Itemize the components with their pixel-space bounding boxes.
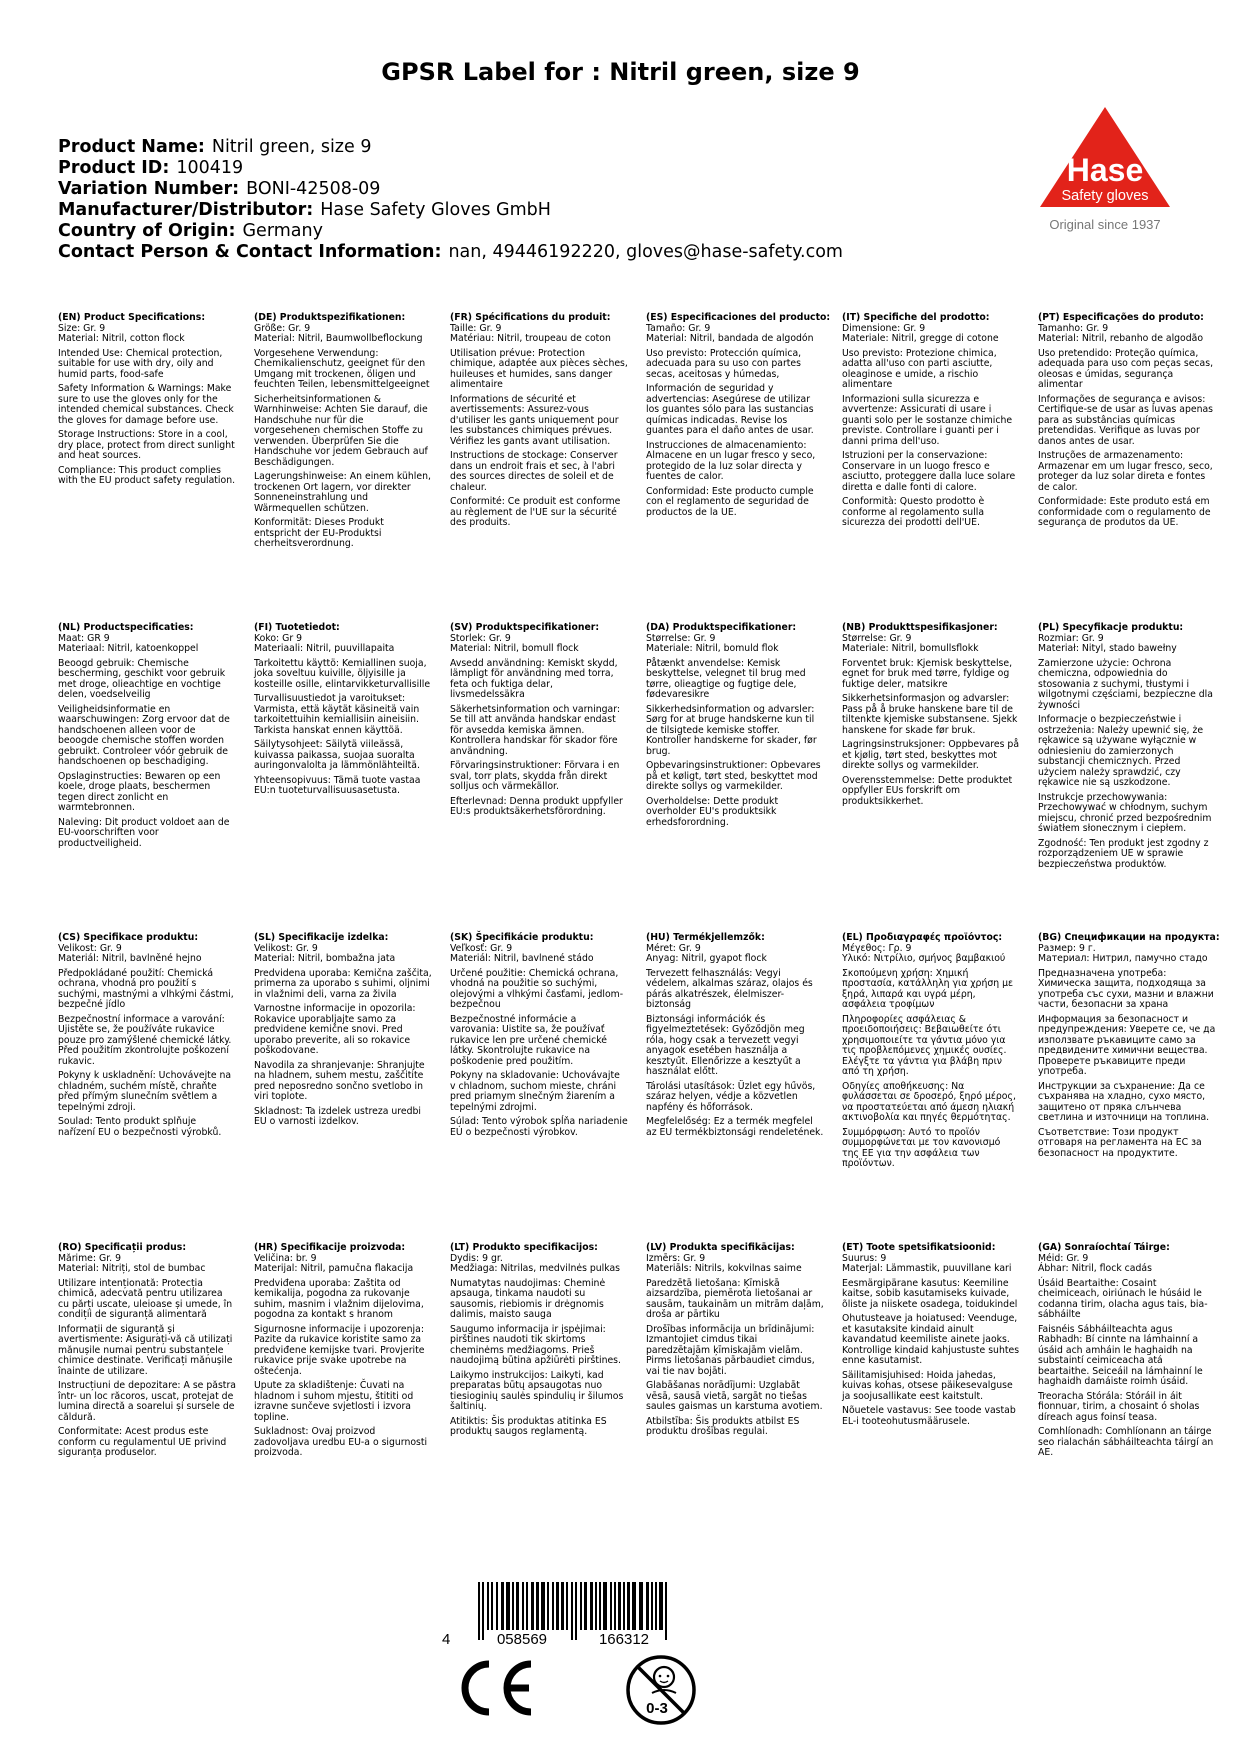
spec-line: Comhlíonadh: Comhlíonann an táirge seo rialachán sábháilteachta táirgí an AE. [1038,1426,1214,1458]
barcode-digits-right: 166312 [598,1631,650,1648]
spec-line: Conformidad: Este producto cumple con el reglamento de seguridad de productos de la UE. [646,485,814,518]
spec-line: Предназначена употреба: Химическа защита, подходяща за употреба със сухи, мазни и влажни части, безопасни за храна [1038,967,1214,1010]
spec-line: Sicherheitsinformationen & Warnhinweise: Achten Sie darauf, die Handschuhe nur für die vorgesehenen chemischen Stoffe zu verwenden. Überprüfen Sie die Handschuhe vor jedem Gebrauch auf Beschädigungen. [254,393,428,468]
spec-line: Utilisation prévue: Protection chimique, adaptée aux pièces sèches, huileuses et humides, sans danger alimentaire [450,347,628,390]
spec-line: Avsedd användning: Kemiskt skydd, lämpligt för användning med torra, feta och fuktiga delar, livsmedelssäkra [450,657,618,700]
ce-mark-icon [453,1658,537,1718]
spec-heading: (SL) Specifikacije izdelka: [254,932,389,943]
spec-line: Material: Nitril, bomull flock [450,643,579,654]
logo-brand: Hase [1066,152,1144,188]
spec-line: Material: Nitril, cotton flock [58,333,185,344]
barcode-bar [506,1582,510,1630]
spec-line: Koko: Gr 9 [254,632,303,644]
spec-line: Tárolási utasítások: Üzlet egy hűvös, száraz helyen, védje a közvetlen napfény és hőforrások. [646,1080,816,1113]
spec-line: Megfelelőség: Ez a termék megfelel az EU termékbiztonsági rendeletének. [646,1116,824,1138]
spec-line: Materijal: Nitril, pamučna flakacija [254,1263,414,1274]
spec-block [842,933,1020,1174]
spec-line: Informations de sécurité et avertissements: Assurez-vous d'utiliser les gants uniquement pour les substances chimiques prévues. Vérifiez les gants avant utilisation. [450,393,619,447]
spec-heading: (HR) Specifikacije proizvoda: [254,1242,406,1253]
spec-heading: (NB) Produkttspesifikasjoner: [842,622,998,633]
spec-line: Laikymo instrukcijos: Laikyti, kad preparatas būtų apsaugotas nuo tiesioginių saulės spindulių ir šilumos šaltinių. [450,1369,624,1412]
spec-line: Numatytas naudojimas: Cheminė apsauga, tinkama naudoti su sausomis, riebiomis ir drėgnomis dalimis, maisto sauga [450,1277,606,1320]
spec-block [646,623,824,832]
spec-block [646,312,831,522]
spec-line: Materiał: Nityl, stado bawełny [1038,643,1177,654]
spec-line: Conformità: Questo prodotto è conforme al regolamento sulla sicurezza dei prodotti dell'UE. [842,496,985,528]
spec-line: Předpokládané použití: Chemická ochrana, vhodná pro použití s suchými, mastnými a vlhkými částmi, bezpečné jídlo [58,967,234,1010]
spec-line: Faisnéis Sábháilteachta agus Rabhadh: Bí cinnte na lámhainní a úsáid ach amháin le haghaidh na substaintí ceimiceacha atá beartaithe. Seiceáil na lámhainní le haghaidh damáiste roimh úsáid. [1038,1323,1203,1387]
spec-line: Compliance: This product complies with the EU product safety regulation. [58,464,236,486]
spec-block [254,623,432,801]
spec-line: Instrukcje przechowywania: Przechowywać w chłodnym, suchym miejscu, chronić przed bezpośrednim światłem słonecznym i ciepłem. [1038,791,1212,834]
barcode-digits-left: 058569 [496,1631,548,1648]
spec-line: Størrelse: Gr. 9 [842,632,912,644]
spec-heading: (EN) Product Specifications: [58,312,206,323]
spec-line: Sikkerhetsinformasjon og advarsler: Pass på å bruke hanskene bare til de tiltenkte kjemiske substansene. Sjekk hanskene for skade før bruk. [842,693,1018,736]
spec-line: Materiāls: Nitrils, kokvilnas saime [646,1263,802,1274]
spec-line: Zgodność: Ten produkt jest zgodny z rozporządzeniem UE w sprawie bezpieczeństwa produktów. [1038,837,1209,870]
spec-line: Eesmärgipärane kasutus: Keemiline kaitse, sobib kasutamiseks kuivade, õliste ja niiskete osadega, toidukindel [842,1277,1018,1310]
spec-line: Atitiktis: Šis produktas atitinka ES produktų saugos reglamentą. [450,1415,607,1437]
info-label: Manufacturer/Distributor: [58,200,314,220]
spec-line: Bezpečnostní informace a varování: Ujistěte se, že používáte rukavice pouze pro zamýšlené chemické látky. Před použitím zkontrolujte poškození rukavic. [58,1013,232,1067]
spec-line: Upute za skladištenje: Čuvati na hladnom i suhom mjestu, štititi od izravne sunčeve svjetlosti i izvora topline. [254,1380,414,1423]
info-row [58,158,1018,179]
barcode-bar [603,1582,607,1630]
spec-line: Glabāšanas norādījumi: Uzglabāt vēsā, sausā vietā, sargāt no tiešas saules gaismas un karstuma avotiem. [646,1380,823,1412]
spec-line: Zamierzone użycie: Ochrona chemiczna, odpowiednia do stosowania z suchymi, tłustymi i wilgotnymi częściami, bezpieczne dla żywności [1038,657,1213,711]
spec-line: Material: Nitril, bombažna jata [254,953,396,964]
spec-line: Forventet bruk: Kjemisk beskyttelse, egnet for bruk med tørre, fyldige og fuktige deler, matsikre [842,657,1013,690]
barcode-bar [478,1582,480,1640]
info-value: BONI-42508-09 [246,179,381,199]
spec-line: Instruções de armazenamento: Armazenar em um lugar fresco, seco, proteger da luz solar direta e fontes de calor. [1038,450,1213,493]
barcode-bar [566,1582,568,1630]
info-row [58,200,1018,221]
barcode-bar [599,1582,601,1630]
spec-line: Dydis: 9 gr. [450,1252,503,1264]
spec-line: Anyag: Nitril, gyapot flock [646,953,767,964]
spec-line: Materiaal: Nitril, katoenkoppel [58,643,199,654]
spec-heading: (EL) Προδιαγραφές προϊόντος: [842,932,1003,943]
barcode-bar [571,1582,573,1640]
spec-line: Informazioni sulla sicurezza e avvertenze: Assicurati di usare i guanti solo per le sostanze chimiche previste. Controllare i guanti per i danni prima dell'uso. [842,393,1013,447]
spec-block [450,933,628,1142]
barcode-bar [491,1582,493,1630]
spec-heading: (GA) Sonraíochtaí Táirge: [1038,1242,1170,1253]
barcode-bar [584,1582,587,1630]
spec-line: Tamanho: Gr. 9 [1038,322,1109,334]
spec-line: Suurus: 9 [842,1252,887,1264]
spec-line: Conformidade: Este produto está em conformidade com o regulamento de segurança de produtos da UE. [1038,496,1211,528]
spec-block [254,1243,432,1463]
spec-line: Drošības informācija un brīdinājumi: Izmantojiet cimdus tikai paredzētajām ķīmiskajām vielām. Pirms lietošanas pārbaudiet cimdus, vai tie nav bojāti. [646,1323,815,1377]
spec-line: Méret: Gr. 9 [646,942,701,954]
spec-line: Material: Nitril, bandada de algodón [646,333,814,344]
spec-heading: (PL) Specyfikacje produktu: [1038,622,1184,633]
spec-line: Μέγεθος: Γρ. 9 [842,942,912,954]
spec-line: Materjal: Lämmastik, puuvillane kari [842,1263,1012,1274]
spec-line: Medžiaga: Nitrilas, medvilnės pulkas [450,1263,621,1274]
spec-line: Πληροφορίες ασφάλειας & προειδοποιήσεις: Βεβαιωθείτε ότι χρησιμοποιείτε τα γάντια μόνο για τις προβλεπόμενες χημικές ουσίες. Ελέγξτε τα γάντια για βλάβη πριν από τη χρήση. [842,1013,1007,1077]
spec-line: Säkerhetsinformation och varningar: Se till att använda handskar endast för avsedda kemiska ämnen. Kontrollera handskar för skador före användning. [450,703,621,757]
barcode-bar [516,1582,519,1630]
barcode-bar [646,1582,649,1630]
spec-line: Veličina: br. 9 [254,1252,317,1264]
spec-line: Συμμόρφωση: Αυτό το προϊόν συμμορφώνεται με τον κανονισμό της ΕΕ για την ασφάλεια των προϊόντων. [842,1126,1001,1169]
spec-block [1038,932,1220,1163]
info-label: Contact Person & Contact Information: [58,242,442,262]
spec-line: Efterlevnad: Denna produkt uppfyller EU:s produktsäkerhetsförordning. [450,795,623,817]
info-row [58,179,1018,200]
spec-line: Instructions de stockage: Conserver dans un endroit frais et sec, à l'abri des sources directes de soleil et de chaleur. [450,450,618,493]
spec-line: Инструкции за съхранение: Да се съхранява на хладно, сухо място, защитено от пряка слънчева светлина и източници на топлина. [1038,1080,1210,1123]
spec-line: Informații de siguranță și avertismente: Asigurați-vă că utilizați mănușile numai pentru substanțele chimice destinate. Verificați mănușile înainte de utilizare. [58,1323,233,1377]
spec-line: Yhteensopivuus: Tämä tuote vastaa EU:n tuoteturvallisuusasetusta. [254,774,421,796]
spec-heading: (ES) Especificaciones del producto: [646,312,831,323]
spec-line: Ábhar: Nitril, flock cadás [1038,1263,1152,1274]
barcode-bar [482,1582,484,1640]
barcode-bar [531,1582,534,1630]
spec-line: Velikost: Gr. 9 [58,942,122,954]
spec-line: Úsáid Beartaithe: Cosaint cheimiceach, oiriúnach le húsáid le codanna tirim, olacha agus tais, bia-sábháilte [1038,1277,1208,1320]
barcode-bar [556,1582,559,1630]
spec-block [646,933,824,1142]
spec-line: Материал: Нитрил, памучно стадо [1038,953,1208,964]
spec-line: Instrucciones de almacenamiento: Almacene en un lugar fresco y seco, protegido de la luz solar directa y fuentes de calor. [646,439,816,482]
spec-heading: (FI) Tuotetiedot: [254,622,340,633]
spec-line: Material: Nitriți, stol de bumbac [58,1263,206,1274]
barcode-bar [639,1582,643,1630]
spec-block [646,1243,824,1442]
barcode-bar [552,1582,554,1630]
spec-line: Safety Information & Warnings: Make sure to use the gloves only for the intended chemical substances. Check the gloves for damage before use. [58,383,234,426]
spec-line: Storage Instructions: Store in a cool, dry place, protect from direct sunlight and heat sources. [58,429,235,461]
spec-block [58,623,236,853]
barcode-bar [487,1582,489,1630]
spec-line: Beoogd gebruik: Chemische bescherming, geschikt voor gebruik met droge, olieachtige en vochtige delen, voedselveilig [58,657,226,700]
spec-line: Instrucțiuni de depozitare: A se păstra într- un loc răcoros, uscat, protejat de lumina directă a soarelui și sursele de căldură. [58,1380,236,1423]
spec-heading: (LV) Produkta specifikācijas: [646,1242,795,1253]
spec-line: Säilytysohjeet: Säilytä viileässä, kuivassa paikassa, suojaa suoralta auringonvalolta ja lämmönlähteiltä. [254,739,420,771]
spec-line: Treoracha Stórála: Stóráil in áit fionnuar, tirim, a chosaint ó sholas díreach agus foinsí teasa. [1038,1390,1200,1423]
spec-line: Información de seguridad y advertencias: Asegúrese de utilizar los guantes sólo para las sustancias químicas indicadas. Revise los guantes para el daño antes de usar. [646,383,814,436]
page-title: GPSR Label for : Nitril green, size 9 [381,58,860,86]
spec-line: Material: Nitril, Baumwollbeflockung [254,333,423,344]
barcode-bar [614,1582,616,1630]
spec-line: Dimensione: Gr. 9 [842,322,926,334]
info-value: 100419 [176,158,244,178]
barcode-bar [496,1582,498,1630]
barcode-bar [522,1582,524,1630]
info-value[interactable]: nan, 49446192220, gloves@hase-safety.com [448,242,843,262]
spec-line: Съответствие: Този продукт отговаря на регламента на ЕС за безопасност на продуктите. [1038,1126,1202,1159]
barcode-bar [541,1582,545,1630]
spec-line: Größe: Gr. 9 [254,322,311,334]
barcode-bar [501,1582,504,1630]
info-label: Country of Origin: [58,221,236,241]
info-value: Hase Safety Gloves GmbH [320,200,551,220]
spec-line: Materiale: Nitril, bomuld flok [646,643,779,654]
spec-line: Информация за безопасност и предупреждения: Уверете се, че да използвате ръкавиците само за предвидените химични вещества. Проверете ръкавиците преди употреба. [1038,1013,1216,1077]
spec-line: Bezpečnostné informácie a varovania: Uistite sa, že používať rukavice len pre určené chemické látky. Skontrolujte rukavice na poškodenie pred použitím. [450,1013,608,1067]
spec-line: Materiál: Nitril, bavlnené stádo [450,953,594,964]
spec-line: Vorgesehene Verwendung: Chemikalienschutz, geeignet für den Umgang mit trockenen, öligen und feuchten Teilen, lebensmittelgeeignet [254,347,430,390]
info-value: Germany [242,221,323,241]
spec-line: Opbevaringsinstruktioner: Opbevares på et køligt, tørt sted, beskyttet mod direkte sollys og varmekilder. [646,760,821,792]
barcode-bar [590,1582,593,1630]
spec-line: Sukladnost: Ovaj proizvod zadovoljava uredbu EU-a o sigurnosti proizvoda. [254,1426,428,1458]
spec-line: Materiale: Nitril, gregge di cotone [842,333,999,344]
barcode-bar [595,1582,597,1630]
spec-block [842,1243,1020,1431]
hase-logo [1022,107,1188,237]
spec-line: Varnostne informacije in opozorila: Rokavice uporabljajte samo za predvidene kemične snovi. Pred uporabo preverite, ali so rokavice poškodovane. [254,1003,416,1056]
info-row [58,221,1018,242]
spec-line: Uso previsto: Protezione chimica, adatta all'uso con parti asciutte, oleaginose e umide, a rischio alimentare [842,347,997,390]
spec-line: Taille: Gr. 9 [450,322,502,334]
spec-heading: (DA) Produktspecifikationer: [646,622,797,633]
barcode-bar [655,1582,657,1630]
spec-line: Størrelse: Gr. 9 [646,632,716,644]
spec-line: Naleving: Dit product voldoet aan de EU-voorschriften voor productveiligheid. [58,816,230,849]
barcode-bar [561,1582,564,1630]
barcode-bar [659,1582,663,1630]
spec-block [254,313,432,554]
spec-line: Maat: GR 9 [58,632,110,644]
spec-line: Veľkosť: Gr. 9 [450,942,513,954]
spec-line: Opslaginstructies: Bewaren op een koele, droge plaats, beschermen tegen direct zonlicht en warmtebronnen. [58,770,221,813]
spec-heading: (LT) Produkto specifikacijos: [450,1242,598,1253]
spec-line: Predviđena uporaba: Zaštita od kemikalija, pogodna za rukovanje suhim, masnim i vlažnim dijelovima, pogodna za kontakt s hranom [254,1277,424,1320]
spec-line: Intended Use: Chemical protection, suitable for use with dry, oily and humid parts, food-safe [58,347,223,380]
spec-line: Informações de segurança e avisos: Certifique-se de usar as luvas apenas para as substâncias químicas pretendidas. Verifique as luvas por danos antes de usar. [1038,393,1214,447]
barcode-bar [632,1582,636,1630]
spec-line: Materiál: Nitril, bavlněné hejno [58,953,202,964]
spec-line: Skladnost: Ta izdelek ustreza uredbi EU o varnosti izdelkov. [254,1105,422,1127]
spec-block [450,313,628,533]
barcode-bar [512,1582,514,1630]
spec-line: Méid: Gr. 9 [1038,1252,1089,1264]
info-row [58,242,1018,263]
barcode-bar [580,1582,582,1630]
info-label: Variation Number: [58,179,240,199]
spec-line: Konformität: Dieses Produkt entspricht der EU-Produktsi cherheitsverordnung. [254,517,384,549]
barcode-bar [575,1582,577,1640]
spec-heading: (NL) Productspecificaties: [58,622,194,633]
spec-line: Uso previsto: Protección química, adecuada para su uso con partes secas, aceitosas y húmedas, [646,347,802,380]
spec-line: Material: Nitril, rebanho de algodão [1038,333,1204,344]
barcode-bar [536,1582,539,1630]
spec-line: Paredzētā lietošana: Ķīmiskā aizsardzība, piemērota lietošanai ar sausām, taukainām un mitrām daļām, droša ar pārtiku [646,1277,824,1320]
spec-line: Pokyny k uskladnění: Uchovávejte na chladném, suchém místě, chraňte před přímým slunečním světlem a tepelnými zdroji. [58,1070,232,1113]
spec-line: Mărime: Gr. 9 [58,1252,121,1264]
spec-line: Σκοπούμενη χρήση: Χημική προστασία, κατάλληλη για χρήση με ξηρά, λιπαρά και υγρά μέρη, ασφάλεια τροφίμων [842,967,1014,1010]
spec-heading: (BG) Спецификации на продукта: [1038,932,1220,943]
spec-line: Určené použitie: Chemická ochrana, vhodná na použitie so suchými, olejovými a vlhkými časťami, jedlom-bezpečnou [450,967,624,1010]
barcode-bar [526,1582,528,1630]
spec-block [450,1243,628,1442]
spec-line: Påtænkt anvendelse: Kemisk beskyttelse, velegnet til brug med tørre, olieagtige og fugtige dele, fødevaresikre [646,657,806,700]
barcode-bar [610,1582,612,1630]
age-warning-0-3-icon [624,1653,698,1727]
spec-line: Atbilstība: Šis produkts atbilst ES produktu drošības regulai. [646,1415,800,1437]
logo-tagline: Original since 1937 [1049,217,1161,232]
spec-line: Istruzioni per la conservazione: Conservare in un luogo fresco e asciutto, proteggere dalla luce solare diretta e dalle fonti di calore. [842,450,1016,493]
spec-line: Sikkerhedsinformation og advarsler: Sørg for at bruge handskerne kun til de tilsigtede kemiske stoffer. Kontroller handskerne for skader, før brug. [646,703,817,757]
spec-line: Overensstemmelse: Dette produktet oppfyller EUs forskrift om produktsikkerhet. [842,774,1013,807]
spec-line: Размер: 9 г. [1038,942,1096,954]
spec-line: Utilizare intenționată: Protecția chimică, adecvată pentru utilizarea cu părți uscate, uleioase și umede, în condiții de siguranță alimentară [58,1277,233,1320]
info-value: Nitril green, size 9 [211,137,372,157]
barcode-digit-first: 4 [442,1631,451,1648]
spec-block [58,933,236,1142]
spec-line: Sigurnosne informacije i upozorenja: Pazite da rukavice koristite samo za predviđene kemijske tvari. Provjerite rukavice prije svake upotrebe na oštećenja. [254,1323,425,1377]
spec-line: Förvaringsinstruktioner: Förvara i en sval, torr plats, skydda från direkt solljus och värmekällor. [450,760,620,792]
spec-heading: (HU) Termékjellemzők: [646,932,765,943]
age-range-text: 0-3 [646,1700,668,1717]
spec-block [1038,313,1216,533]
barcode-bar [651,1582,653,1630]
spec-line: Materiale: Nitril, bomullsflokk [842,643,979,654]
info-label: Product Name: [58,137,205,157]
spec-line: Súlad: Tento výrobok spĺňa nariadenie EÚ o bezpečnosti výrobkov. [450,1116,628,1138]
spec-line: Navodila za shranjevanje: Shranjujte na hladnem, suhem mestu, zaščitite pred neposredno sončno svetlobo in viri toplote. [254,1059,425,1102]
spec-block [58,313,236,491]
barcode-bar [623,1582,625,1630]
spec-heading: (DE) Produktspezifikationen: [254,312,406,323]
spec-heading: (SV) Produktspecifikationer: [450,622,600,633]
spec-line: Nõuetele vastavus: See toode vastab EL-i tooteohutusmäärusele. [842,1405,1016,1427]
spec-block [842,313,1020,533]
spec-line: Saugumo informacija ir įspėjimai: pirštines naudoti tik skirtoms cheminėms medžiagoms. Prieš naudojimą būtina apžiūrėti pirštines. [450,1323,621,1366]
spec-heading: (SK) Špecifikácie produktu: [450,932,594,943]
spec-line: Veiligheidsinformatie en waarschuwingen: Zorg ervoor dat de handschoenen alleen voor de beoogde chemische stoffen worden gebruikt. Controleer vóór gebruik de handschoenen op beschadiging. [58,703,230,767]
spec-heading: (FR) Spécifications du produit: [450,312,611,323]
product-info [58,137,1018,263]
spec-line: Tarkoitettu käyttö: Kemiallinen suoja, joka soveltuu kuiville, öljyisille ja kosteille osille, elintarvikketurvallisille [254,657,431,690]
spec-block [254,933,432,1132]
spec-line: Size: Gr. 9 [58,322,106,334]
spec-line: Turvallisuustiedot ja varoitukset: Varmista, että käytät käsineitä vain tarkoitettuihin kemiallisiin aineisiin. Tarkista hanskat ennen käyttöä. [254,693,420,736]
spec-line: Pokyny na skladovanie: Uchovávajte v chladnom, suchom mieste, chráni pred priamym slnečným žiarením a tepelnými zdrojmi. [450,1070,620,1113]
info-row [58,137,1018,158]
spec-heading: (RO) Specificații produs: [58,1242,187,1253]
spec-line: Informacje o bezpieczeństwie i ostrzeżenia: Należy upewnić się, że rękawice są używane wyłącznie w odniesieniu do zamierzonych substancji chemicznych. Przed użyciem należy sprawdzić, czy rękawice nie są uszkodzone. [1038,714,1204,788]
spec-line: Materiaali: Nitril, puuvillapaita [254,643,395,654]
spec-line: Velikost: Gr. 9 [254,942,318,954]
logo-sub: Safety gloves [1061,188,1149,204]
spec-line: Overholdelse: Dette produkt overholder EU's produktsikk erhedsforordning. [646,795,779,828]
spec-block [842,623,1020,811]
spec-heading: (CS) Specifikace produktu: [58,932,199,943]
spec-line: Matériau: Nitril, troupeau de coton [450,333,611,344]
barcode-bar [665,1582,667,1640]
spec-block [1038,623,1216,874]
spec-heading: (IT) Specifiche del prodotto: [842,312,990,323]
spec-heading: (PT) Especificações do produto: [1038,312,1204,323]
spec-line: Υλικό: Νιτρίλιο, σμήνος βαμβακιού [842,953,1006,964]
spec-line: Lagringsinstruksjoner: Oppbevares på et kjølig, tørt sted, beskyttes mot direkte sollys og varmekilder. [842,739,1020,771]
spec-line: Tamaño: Gr. 9 [646,322,711,334]
spec-line: Rozmiar: Gr. 9 [1038,632,1104,644]
spec-line: Lagerungshinweise: An einem kühlen, trockenen Ort lagern, vor direkter Sonneneinstrahlung und Wärmequellen schützen. [254,471,431,514]
spec-line: Conformitate: Acest produs este conform cu regulamentul UE privind siguranța produselor. [58,1426,227,1458]
spec-block [58,1243,236,1463]
spec-line: Säilitamisjuhised: Hoida jahedas, kuivas kohas, otsese päikesevalguse ja soojusallikate eest kaitstult. [842,1369,1013,1402]
spec-line: Conformité: Ce produit est conforme au règlement de l'UE sur la sécurité des produits. [450,496,621,528]
spec-line: Οδηγίες αποθήκευσης: Να φυλάσσεται σε δροσερό, ξηρό μέρος, να προστατεύεται από άμεση ηλιακή ακτινοβολία και πηγές θερμότητας. [842,1080,1016,1123]
info-label: Product ID: [58,158,170,178]
barcode-bar [627,1582,630,1630]
spec-line: Storlek: Gr. 9 [450,632,511,644]
spec-line: Izmērs: Gr. 9 [646,1252,706,1264]
ean-barcode [438,1580,718,1648]
spec-heading: (ET) Toote spetsifikatsioonid: [842,1242,996,1253]
spec-line: Ohutusteave ja hoiatused: Veenduge, et kasutaksite kindaid ainult kavandatud keemiliste ainete jaoks. Kontrollige kindaid kahjustuste suhtes enne kasutamist. [842,1313,1020,1366]
spec-line: Uso pretendido: Proteção química, adequada para uso com peças secas, oleosas e úmidas, segurança alimentar [1038,347,1214,390]
spec-block [1038,1243,1216,1463]
spec-line: Biztonsági információk és figyelmeztetések: Győződjön meg róla, hogy csak a tervezett vegyi anyagok esetében használja a kesztyűt. Ellenőrizze a kesztyűt a használat előtt. [646,1013,805,1077]
spec-line: Predvidena uporaba: Kemična zaščita, primerna za uporabo s suhimi, oljnimi in vlažnimi deli, varna za živila [254,967,432,1000]
spec-line: Tervezett felhasználás: Vegyi védelem, alkalmas száraz, olajos és párás alkatrészek, élelmiszer-biztonság [646,967,813,1010]
spec-block [450,623,628,822]
barcode-bar [618,1582,621,1630]
spec-line: Soulad: Tento produkt splňuje nařízení EU o bezpečnosti výrobků. [58,1116,222,1138]
barcode-bar [547,1582,549,1630]
